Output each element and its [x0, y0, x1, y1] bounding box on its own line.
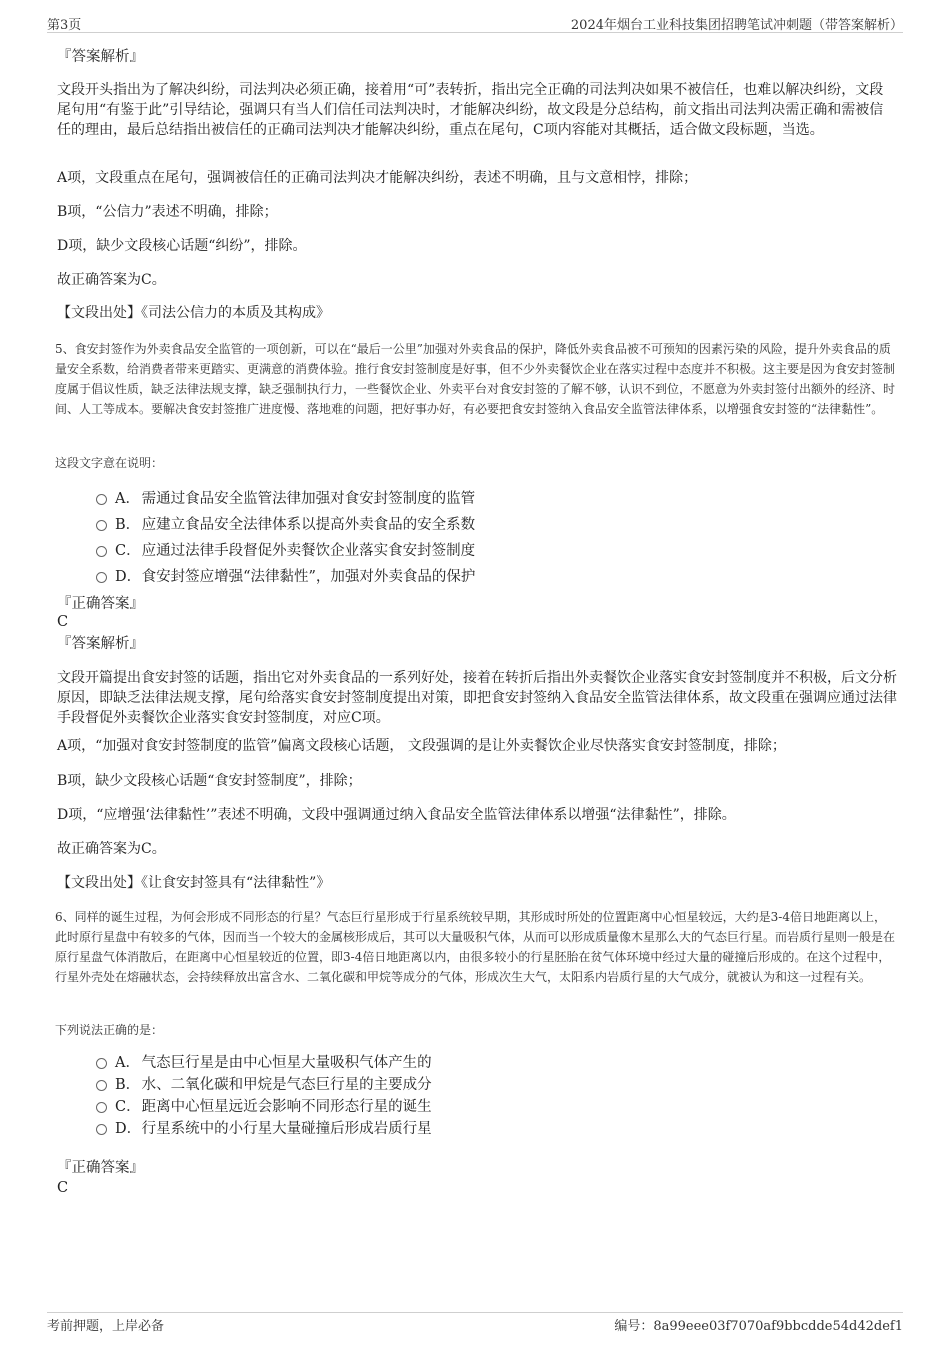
q6-option-c[interactable]: C． 距离中心恒星远近会影响不同形态行星的诞生 [96, 1096, 896, 1118]
q6-stem: 6、同样的诞生过程，为何会形成不同形态的行星？气态巨行星形成于行星系统较早期，其形成时所处的位置距离中心恒星较远，大约是3-4倍日地距离以上，此时原行星盘中有较多的气体，因而当一个较大的金属核形成后，其可以大量吸积气体，从而可以形成质量像木星那么大的气态巨行星。而岩质行星则一般是在原行星盘气体消散后，在距离中心恒星较近的位置，即3-4倍日地距离以内，由很多较小的行星胚胎在贫气体环境中经过大量的碰撞后形成的。在这个过程中，行星外壳处在熔融状态，会持续释放出富含水、二氧化碳和甲烷等成分的气体，形成次生大气，太阳系内岩质行星的大气成分，就被认为和这一过程有关。 [55, 910, 896, 984]
document-id: 编号：8a99eee03f7070af9bbcdde54d42def1 [614, 1319, 903, 1334]
page-footer [47, 1312, 903, 1333]
q5-option-b-note: B项，缺少文段核心话题“食安封签制度”，排除； [57, 773, 362, 789]
q6-correct-answer: C [57, 1180, 69, 1196]
radio-icon[interactable] [96, 572, 107, 583]
q4-analysis-text: 文段开头指出为了解决纠纷，司法判决必须正确，接着用“可”表转折，指出完全正确的司法判决如果不被信任，也难以解决纠纷，文段尾句用“有鉴于此”引导结论，强调只有当人们信任司法判决时，才能解决纠纷，故文段是分总结构，前文指出司法判决需正确和需被信任的理由，最后总结指出被信任的正确司法判决才能解决纠纷，重点在尾句，C项内容能对其概括，适合做文段标题，当选。 [57, 82, 884, 138]
radio-icon[interactable] [96, 1080, 107, 1091]
q5-stem: 5、食安封签作为外卖食品安全监管的一项创新，可以在“最后一公里”加强对外卖食品的保护，降低外卖食品被不可预知的因素污染的风险，提升外卖食品的质量安全系数，给消费者带来更踏实、更满意的消费体验。推行食安封签制度是好事，但不少外卖餐饮企业在落实过程中态度并不积极。这主要是因为食安封签制度属于倡议性质，缺乏法律法规支撑，缺乏强制执行力，一些餐饮企业、外卖平台对食安封签的了解不够，认识不到位，不愿意为外卖封签付出额外的经济、时间、人工等成本。要解决食安封签推广进度慢、落地难的问题，把好事办好，有必要把食安封签纳入食品安全监管法律体系，以增强食安封签的“法律黏性”。 [55, 342, 896, 416]
q4-option-d-note: D项，缺少文段核心话题“纠纷”，排除。 [57, 238, 307, 254]
q5-option-b[interactable]: B． 应建立食品安全法律体系以提高外卖食品的安全系数 [96, 512, 896, 538]
q6-option-a[interactable]: A． 气态巨行星是由中心恒星大量吸积气体产生的 [96, 1052, 896, 1074]
q5-correct-answer: C [57, 614, 69, 630]
q5-options [96, 486, 896, 590]
q6-correct-label: 『正确答案』 [57, 1160, 144, 1176]
q4-conclusion: 故正确答案为C。 [57, 272, 166, 288]
q6-option-d[interactable]: D． 行星系统中的小行星大量碰撞后形成岩质行星 [96, 1118, 896, 1140]
radio-icon[interactable] [96, 1102, 107, 1113]
q5-option-a[interactable]: A． 需通过食品安全监管法律加强对食安封签制度的监管 [96, 486, 896, 512]
radio-icon[interactable] [96, 1124, 107, 1135]
q5-correct-label: 『正确答案』 [57, 596, 144, 612]
radio-icon[interactable] [96, 520, 107, 531]
radio-icon[interactable] [96, 546, 107, 557]
q6-question: 下列说法正确的是： [55, 1023, 164, 1037]
q5-conclusion: 故正确答案为C。 [57, 841, 166, 857]
footer-slogan: 考前押题，上岸必备 [47, 1319, 165, 1334]
q4-source: 【文段出处】《司法公信力的本质及其构成》 [57, 305, 330, 321]
page-number: 第3页 [47, 18, 82, 33]
radio-icon[interactable] [96, 1058, 107, 1069]
q5-question: 这段文字意在说明： [55, 456, 164, 470]
q4-analysis-label: 『答案解析』 [57, 49, 144, 65]
page-header [47, 14, 903, 33]
q6-options [96, 1052, 896, 1140]
q5-analysis-label: 『答案解析』 [57, 636, 144, 652]
q5-option-d[interactable]: D． 食安封签应增强“法律黏性”，加强对外卖食品的保护 [96, 564, 896, 590]
radio-icon[interactable] [96, 494, 107, 505]
document-title: 2024年烟台工业科技集团招聘笔试冲刺题（带答案解析） [570, 18, 903, 33]
q5-analysis-text: 文段开篇提出食安封签的话题，指出它对外卖食品的一系列好处，接着在转折后指出外卖餐饮企业落实食安封签制度并不积极，后文分析原因，即缺乏法律法规支撑，尾句给落实食安封签制度提出对策，即把食安封签纳入食品安全监管法律体系，故文段重在强调应通过法律手段督促外卖餐饮企业落实食安封签制度，对应C项。 [57, 670, 897, 726]
q4-option-a-note: A项，文段重点在尾句，强调被信任的正确司法判决才能解决纠纷，表述不明确，且与文意相悖，排除； [57, 170, 698, 186]
q4-option-b-note: B项，“公信力”表述不明确，排除； [57, 204, 278, 220]
q5-option-d-note: D项，“应增强‘法律黏性’”表述不明确，文段中强调通过纳入食品安全监管法律体系以增强“法律黏性”，排除。 [57, 807, 736, 823]
q5-option-c[interactable]: C． 应通过法律手段督促外卖餐饮企业落实食安封签制度 [96, 538, 896, 564]
q6-option-b[interactable]: B． 水、二氧化碳和甲烷是气态巨行星的主要成分 [96, 1074, 896, 1096]
q5-source: 【文段出处】《让食安封签具有“法律黏性”》 [57, 875, 331, 891]
q5-option-a-note: A项，“加强对食安封签制度的监管”偏离文段核心话题， 文段强调的是让外卖餐饮企业尽快落实食安封签制度，排除； [57, 738, 786, 754]
